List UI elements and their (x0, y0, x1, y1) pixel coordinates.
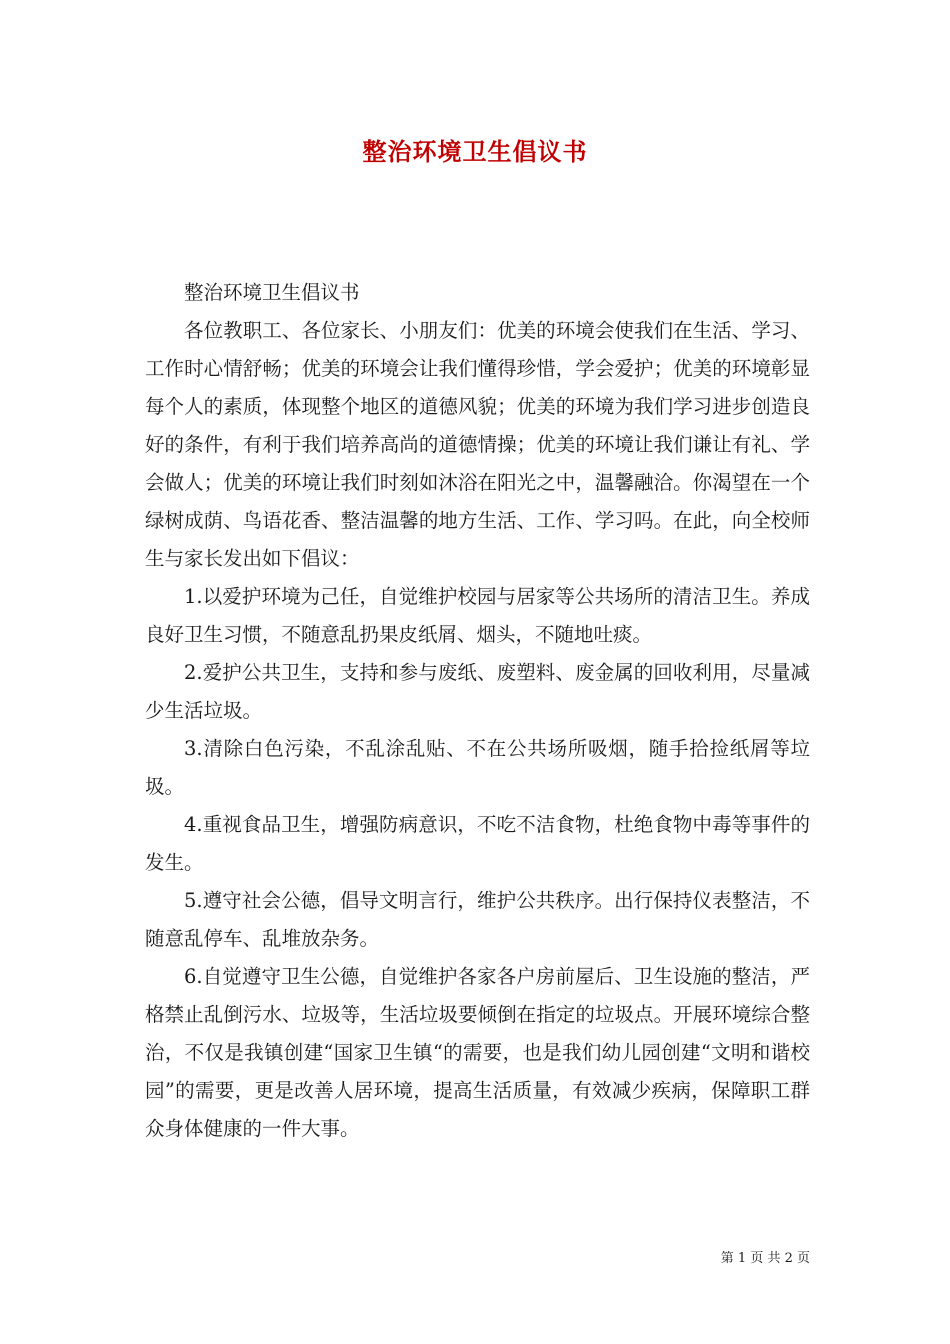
page-number: 第 1 页 共 2 页 (720, 1251, 810, 1266)
intro-paragraph: 各位教职工、各位家长、小朋友们：优美的环境会使我们在生活、学习、工作时心情舒畅；优美的环境会让我们懂得珍惜，学会爱护；优美的环境彰显每个人的素质，体现整个地区的道德风貌；优美的环境为我们学习进步创造良好的条件，有利于我们培养高尚的道德情操；优美的环境让我们谦让有礼、学会做人；优美的环境让我们时刻如沐浴在阳光之中，温馨融洽。你渴望在一个绿树成荫、鸟语花香、整洁温馨的地方生活、工作、学习吗。在此，向全校师生与家长发出如下倡议： (145, 319, 810, 570)
proposal-item-6: 6.自觉遵守卫生公德，自觉维护各家各户房前屋后、卫生设施的整洁，严格禁止乱倒污水、垃圾等，生活垃圾要倾倒在指定的垃圾点。开展环境综合整治，不仅是我镇创建“国家卫生镇“的需要，也是我们幼儿园创建“文明和谐校园”的需要，更是改善人居环境，提高生活质量，有效减少疾病，保障职工群众身体健康的一件大事。 (145, 965, 810, 1140)
body-heading: 整治环境卫生倡议书 (184, 281, 360, 304)
document-body (145, 274, 810, 1148)
proposal-item-3: 3.清除白色污染，不乱涂乱贴、不在公共场所吸烟，随手拾捡纸屑等垃圾。 (145, 737, 810, 798)
proposal-item-4: 4.重视食品卫生，增强防病意识，不吃不洁食物，杜绝食物中毒等事件的发生。 (145, 813, 810, 874)
proposal-item-5: 5.遵守社会公德，倡导文明言行，维护公共秩序。出行保持仪表整洁，不随意乱停车、乱堆放杂务。 (145, 889, 810, 950)
proposal-item-1: 1.以爱护环境为己任，自觉维护校园与居家等公共场所的清洁卫生。养成良好卫生习惯，不随意乱扔果皮纸屑、烟头，不随地吐痰。 (145, 585, 810, 646)
document-title: 整治环境卫生倡议书 (362, 137, 588, 166)
proposal-item-2: 2.爱护公共卫生，支持和参与废纸、废塑料、废金属的回收利用，尽量减少生活垃圾。 (145, 661, 810, 722)
